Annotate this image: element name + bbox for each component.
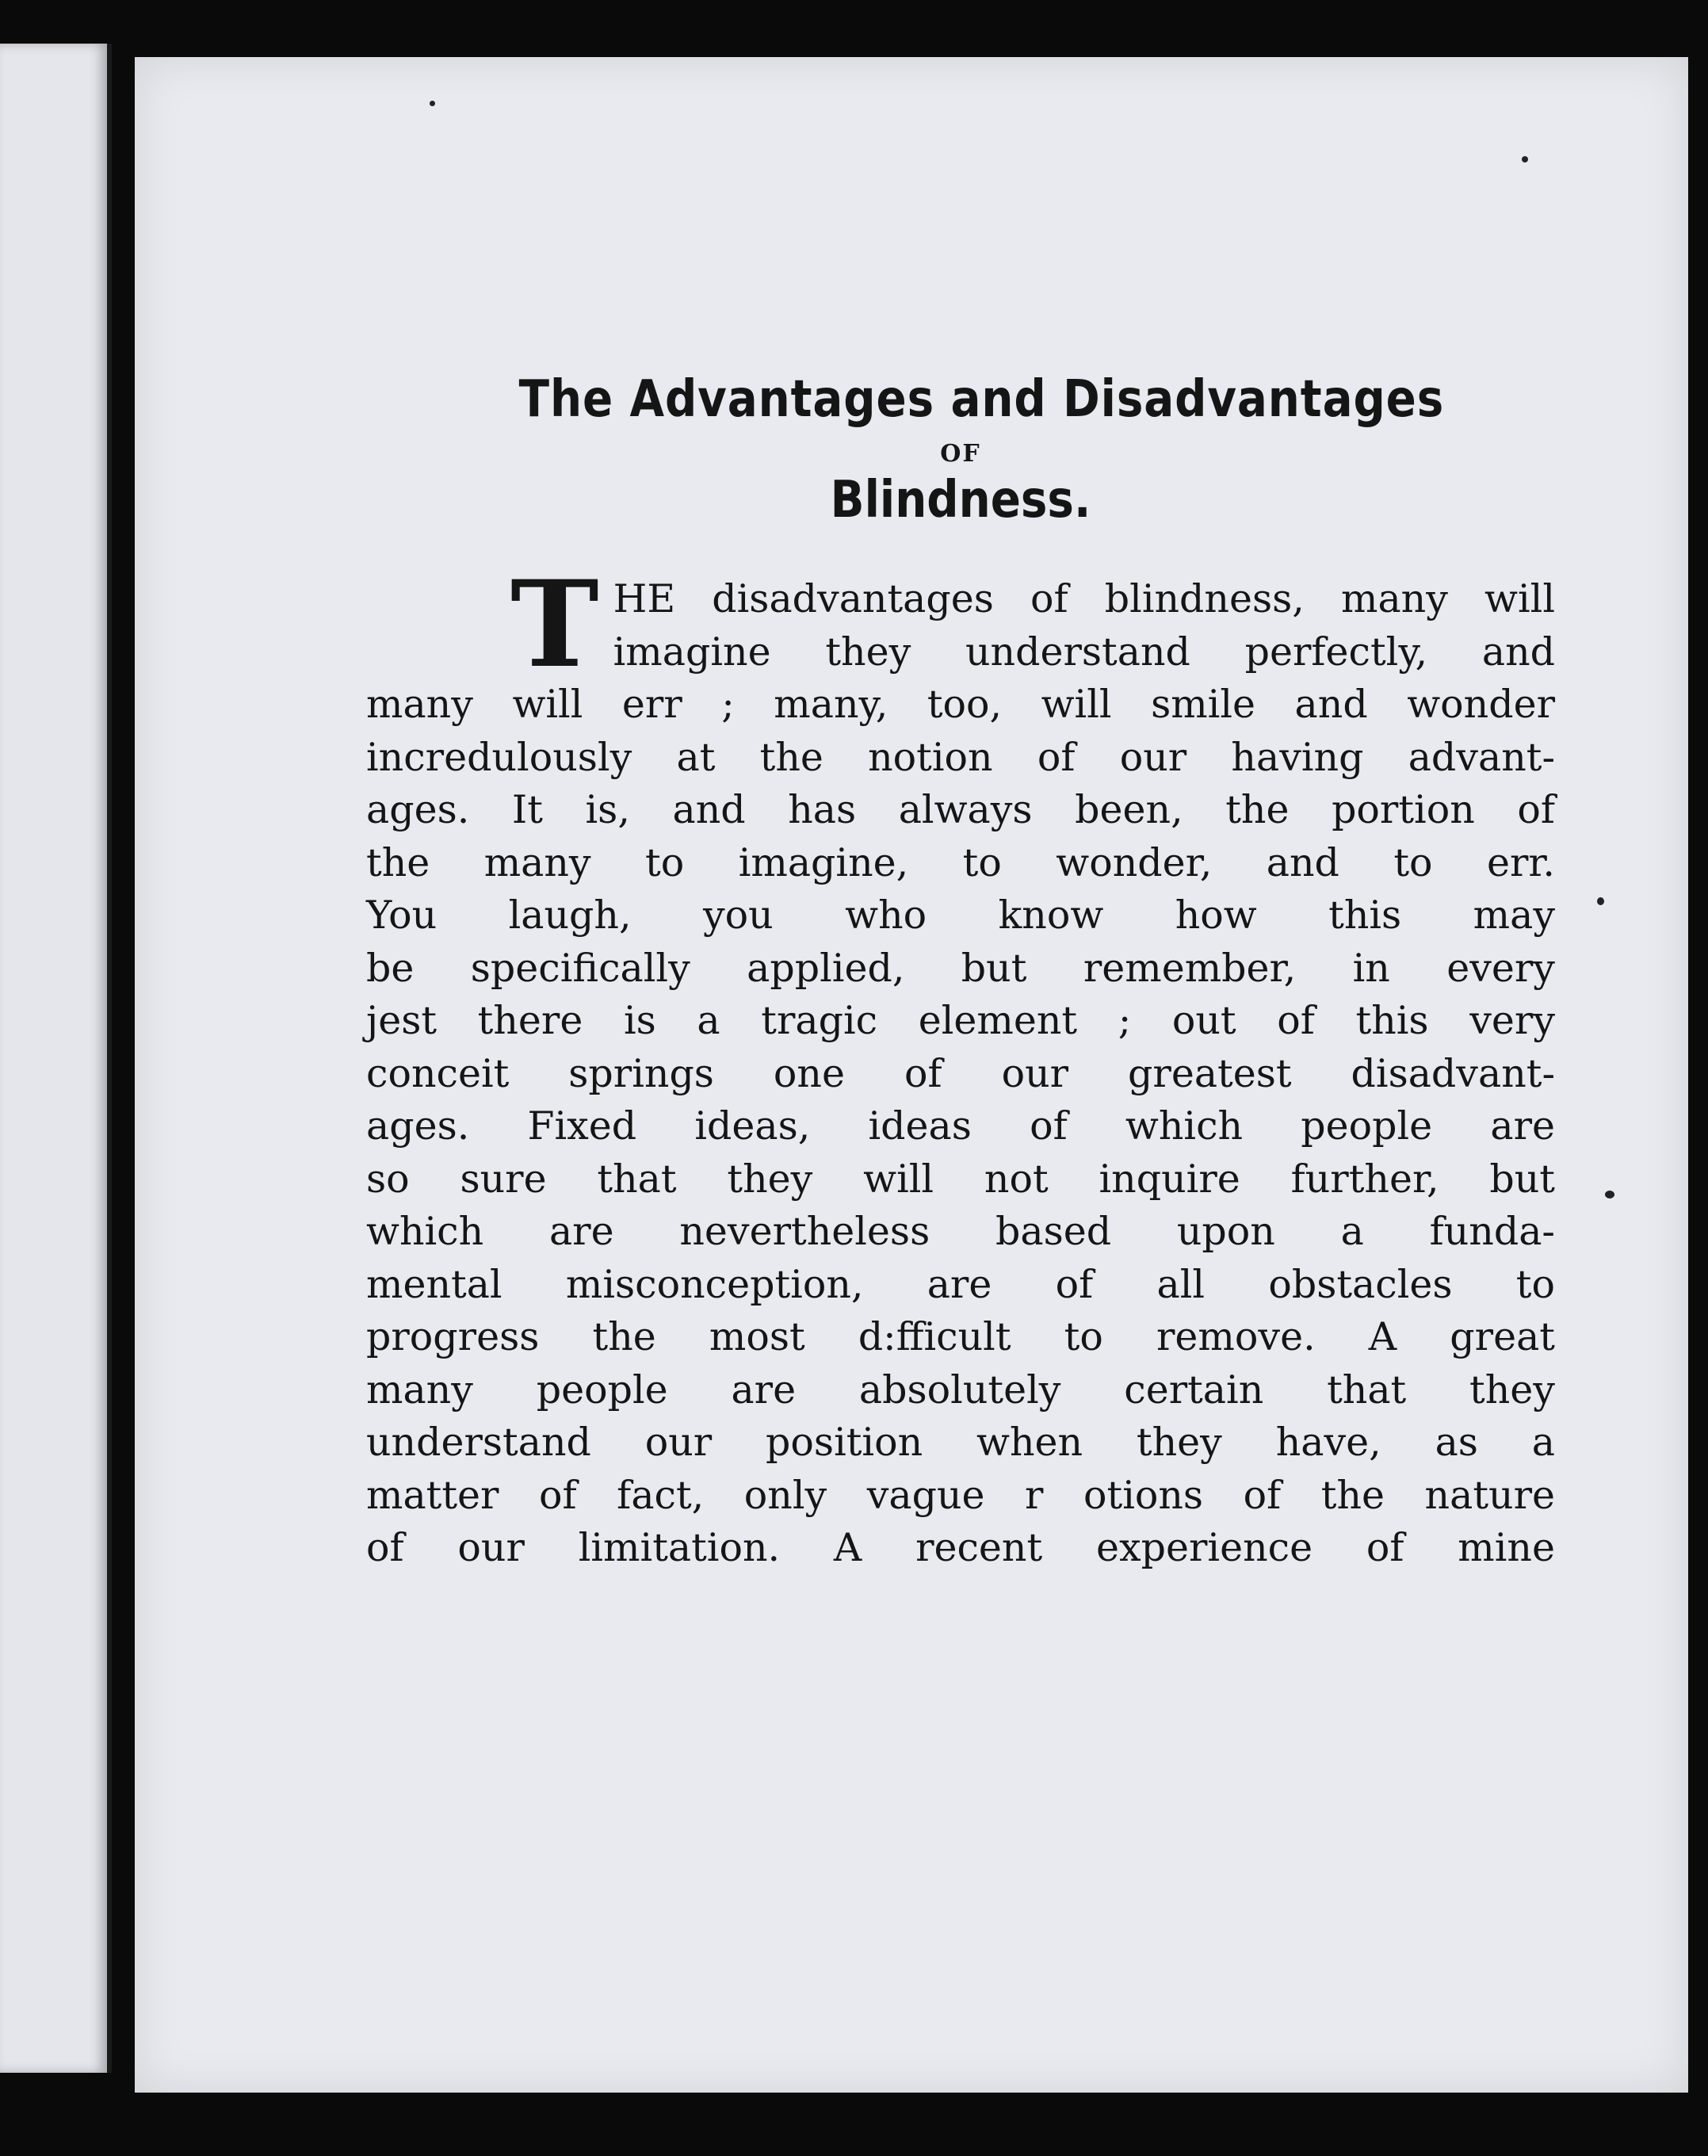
text-line: be specifically applied, but remember, in every [366, 945, 1555, 991]
text-line: of our limitation. A recent experience of mine [366, 1525, 1555, 1570]
text-line: imagine they understand perfectly, and [613, 629, 1555, 675]
text-line: the many to imagine, to wonder, and to err. [366, 839, 1555, 885]
scan-speck [430, 101, 435, 106]
text-line: many will err ; many, too, will smile and wonder [366, 682, 1555, 727]
scan-speck [1597, 897, 1604, 905]
text-line: which are nevertheless based upon a funda- [366, 1209, 1555, 1254]
text-line: progress the most d:fficult to remove. A great [366, 1314, 1555, 1359]
text-line: You laugh, you who know how this may [366, 893, 1555, 938]
text-line: ages. It is, and has always been, the portion of [366, 787, 1555, 832]
body-paragraph [366, 555, 1555, 1575]
text-line: understand our position when they have, as a [366, 1420, 1555, 1465]
text-line: so sure that they will not inquire further, but [366, 1156, 1555, 1202]
article-subtitle: Blindness. [830, 471, 1091, 529]
text-line: ages. Fixed ideas, ideas of which people are [366, 1103, 1555, 1149]
text-line: HE disadvantages of blindness, many will [613, 576, 1555, 621]
page-sheet [135, 57, 1688, 2093]
text-line: matter of fact, only vague r otions of the nature [366, 1472, 1555, 1518]
title-connector: OF [940, 440, 981, 468]
drop-cap: T [510, 555, 599, 694]
text-line: jest there is a tragic element ; out of this very [366, 998, 1555, 1043]
text-line: many people are absolutely certain that they [366, 1367, 1555, 1412]
scan-speck [1605, 1191, 1614, 1198]
scan-speck [1522, 156, 1528, 162]
previous-page-edge [0, 44, 112, 2073]
text-line: incredulously at the notion of our having advant- [366, 734, 1555, 780]
text-line: mental misconception, are of all obstacles to [366, 1261, 1555, 1307]
text-line: conceit springs one of our greatest disadvant- [366, 1050, 1555, 1096]
article-text [366, 370, 1555, 1575]
article-title: The Advantages and Disadvantages [518, 370, 1445, 429]
